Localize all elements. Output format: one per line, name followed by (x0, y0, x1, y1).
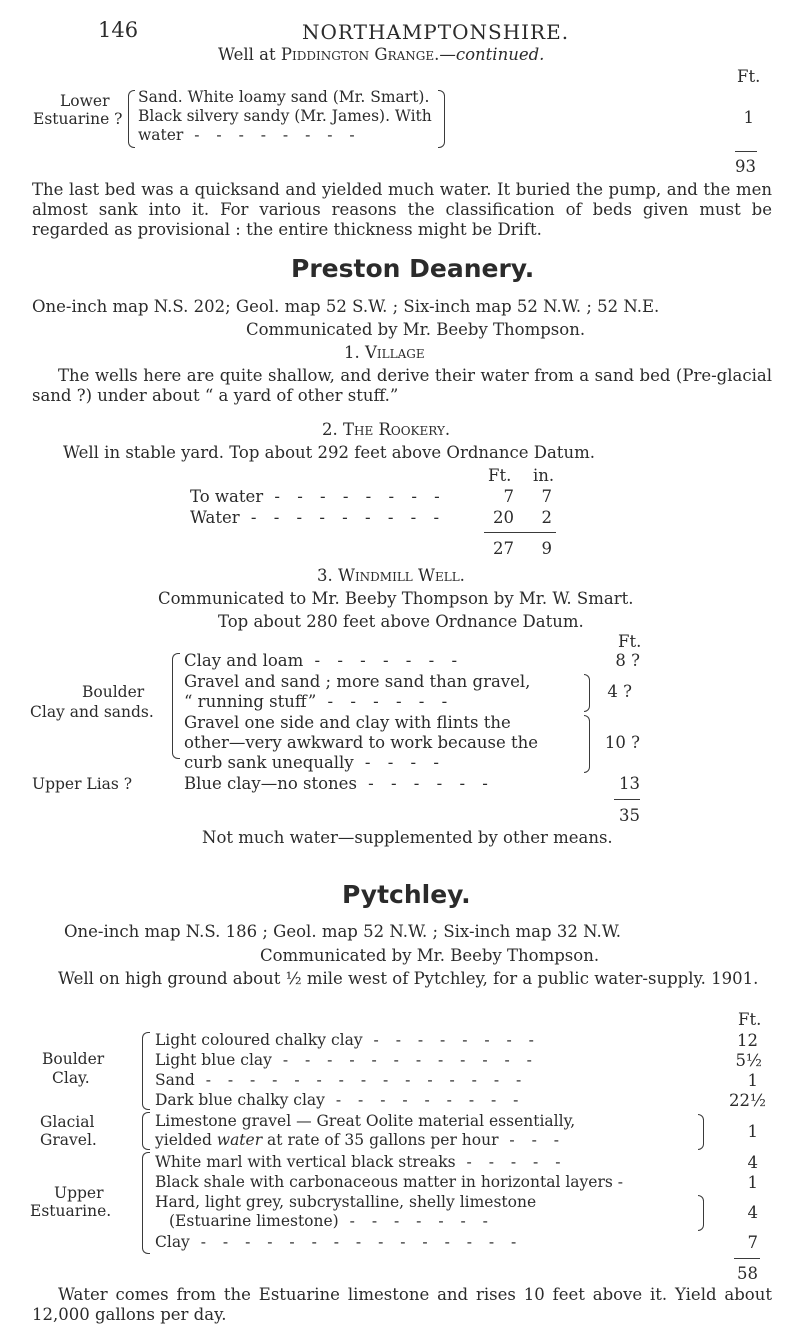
windmill-row-value: 10 ? (604, 733, 640, 752)
rookery-row-in: 2 (541, 508, 552, 527)
piddington-left-brace (128, 90, 135, 148)
windmill-row-cont: “ running stuff” - - - - - - (184, 692, 454, 711)
rookery-row-in: 7 (541, 487, 552, 506)
pytchley-heading: Pytchley. (342, 880, 471, 909)
pytchley-total-rule (734, 1258, 760, 1259)
rookery-heading: 2. The Rookery. (322, 420, 451, 439)
piddington-title-name: Piddington Grange. (280, 45, 440, 64)
windmill-row-brace (584, 715, 590, 773)
pytchley-row: Black shale with carbonaceous matter in horizontal layers - (155, 1173, 623, 1191)
rookery-col-in: in. (533, 466, 555, 485)
pytchley-row: Clay - - - - - - - - - - - - - - - (155, 1233, 523, 1251)
piddington-bed-line-3: water - - - - - - - - (138, 126, 361, 144)
pytchley-group-label: Upper (54, 1184, 104, 1202)
piddington-title-prefix: Well at (218, 45, 281, 64)
windmill-total-rule (614, 799, 640, 800)
windmill-ft-header: Ft. (618, 632, 642, 651)
pytchley-row-value: 4 (747, 1153, 758, 1172)
windmill-row-cont: other—very awkward to work because the (184, 733, 539, 752)
pytchley-row: Hard, light grey, subcrystalline, shelly limestone (155, 1193, 537, 1211)
windmill-row-value: 4 ? (607, 682, 632, 701)
piddington-note: The last bed was a quicksand and yielded much water. It buried the pump, and the men almost sank into it. For various reasons the classification of beds given must be regarded as provisional : the entire thickness might be Drift. (32, 180, 772, 239)
rookery-total-ft: 27 (493, 539, 514, 558)
pytchley-row-cont: yielded water at rate of 35 gallons per hour - - - (155, 1131, 565, 1149)
pytchley-row-value: 1 (747, 1071, 758, 1090)
pytchley-group-label: Glacial (40, 1113, 95, 1131)
pytchley-row: Limestone gravel — Great Oolite material essentially, (155, 1112, 576, 1130)
pytchley-row-value: 4 (747, 1203, 758, 1222)
rookery-col-ft: Ft. (488, 466, 512, 485)
pytchley-row: Sand - - - - - - - - - - - - - - - (155, 1071, 528, 1089)
pytchley-group-label: Boulder (42, 1050, 105, 1068)
windmill-total: 35 (619, 806, 640, 825)
windmill-top: Top about 280 feet above Ordnance Datum. (218, 612, 584, 631)
rookery-row-label: Water - - - - - - - - - (190, 508, 446, 527)
windmill-side-label-1: Boulder (82, 683, 145, 701)
preston-maps: One-inch map N.S. 202; Geol. map 52 S.W. ; Six-inch map 52 N.W. ; 52 N.E. (32, 297, 660, 316)
piddington-total: 93 (735, 157, 756, 176)
pytchley-row-value: 1 (747, 1173, 758, 1192)
pytchley-row-cont: (Estuarine limestone) - - - - - - - (169, 1212, 494, 1230)
windmill-row: Clay and loam - - - - - - - (184, 651, 464, 670)
pytchley-row: Light blue clay - - - - - - - - - - - - (155, 1051, 538, 1069)
pytchley-row-brace (698, 1114, 704, 1150)
windmill-row: Gravel and sand ; more sand than gravel, (184, 672, 531, 691)
windmill-left-brace (172, 653, 180, 759)
pytchley-row: Light coloured chalky clay - - - - - - - - (155, 1031, 540, 1049)
piddington-side-label-2: Estuarine ? (33, 110, 123, 128)
pytchley-row: Dark blue chalky clay - - - - - - - - - (155, 1091, 525, 1109)
windmill-row: Gravel one side and clay with flints the (184, 713, 511, 732)
pytchley-intro: Well on high ground about ½ mile west of Pytchley, for a public water-supply. 1901. (58, 969, 759, 988)
pytchley-group-label: Estuarine. (30, 1202, 112, 1220)
pytchley-group-brace (142, 1112, 150, 1150)
rookery-row-label: To water - - - - - - - - (190, 487, 446, 506)
windmill-heading: 3. Windmill Well. (317, 566, 465, 585)
piddington-bed-line-2: Black silvery sandy (Mr. James). With (138, 107, 432, 125)
pytchley-row-value: 7 (747, 1233, 758, 1252)
pytchley-group-brace (142, 1152, 150, 1254)
piddington-bed-line-1: Sand. White loamy sand (Mr. Smart). (138, 88, 430, 106)
windmill-side-label-2: Clay and sands. (30, 703, 154, 721)
windmill-row: Blue clay—no stones - - - - - - (184, 774, 494, 793)
pytchley-total: 58 (737, 1264, 758, 1283)
pytchley-note: Water comes from the Estuarine limestone and rises 10 feet above it. Yield about 12,000 gallons per day. (32, 1285, 772, 1324)
windmill-side-label-3: Upper Lias ? (32, 775, 133, 793)
windmill-row-value: 8 ? (615, 651, 640, 670)
pytchley-maps: One-inch map N.S. 186 ; Geol. map 52 N.W. ; Six-inch map 32 N.W. (64, 922, 622, 941)
rookery-total-in: 9 (541, 539, 552, 558)
pytchley-group-label: Clay. (52, 1069, 90, 1087)
preston-village-heading: 1. Village (344, 343, 425, 362)
piddington-bed-value: 1 (743, 108, 754, 127)
pytchley-row-value: 22½ (729, 1091, 766, 1110)
rookery-total-rule (484, 532, 556, 533)
pytchley-row-value: 1 (747, 1122, 758, 1141)
windmill-note: Not much water—supplemented by other means. (202, 828, 613, 847)
windmill-communicated: Communicated to Mr. Beeby Thompson by Mr. W. Smart. (158, 589, 634, 608)
rookery-row-ft: 7 (503, 487, 514, 506)
piddington-right-brace (438, 90, 445, 148)
rookery-intro: Well in stable yard. Top about 292 feet above Ordnance Datum. (63, 443, 595, 462)
pytchley-row-brace (698, 1195, 704, 1231)
piddington-title (218, 45, 544, 64)
windmill-row-brace (584, 674, 590, 712)
windmill-row-cont: curb sank unequally - - - - (184, 753, 445, 772)
windmill-row-value: 13 (619, 774, 640, 793)
preston-communicated: Communicated by Mr. Beeby Thompson. (246, 320, 586, 339)
running-head: NORTHAMPTONSHIRE. (302, 20, 570, 44)
pytchley-row-value: 12 (737, 1031, 758, 1050)
piddington-ft-header: Ft. (737, 67, 761, 86)
pytchley-ft-header: Ft. (738, 1010, 762, 1029)
piddington-side-label-1: Lower (60, 92, 110, 110)
preston-village-text: The wells here are quite shallow, and derive their water from a sand bed (Pre-glacial sand ?) under about “ a yard of other stuff.” (32, 366, 772, 405)
pytchley-row-value: 5½ (735, 1051, 762, 1070)
pytchley-communicated: Communicated by Mr. Beeby Thompson. (260, 946, 600, 965)
preston-heading: Preston Deanery. (291, 254, 535, 283)
page-number: 146 (98, 18, 139, 42)
pytchley-group-label: Gravel. (40, 1131, 97, 1149)
piddington-title-suffix: —continued. (439, 45, 545, 64)
pytchley-group-brace (142, 1032, 150, 1110)
piddington-total-rule (735, 151, 757, 152)
rookery-row-ft: 20 (493, 508, 514, 527)
pytchley-row: White marl with vertical black streaks - - - - - (155, 1153, 567, 1171)
